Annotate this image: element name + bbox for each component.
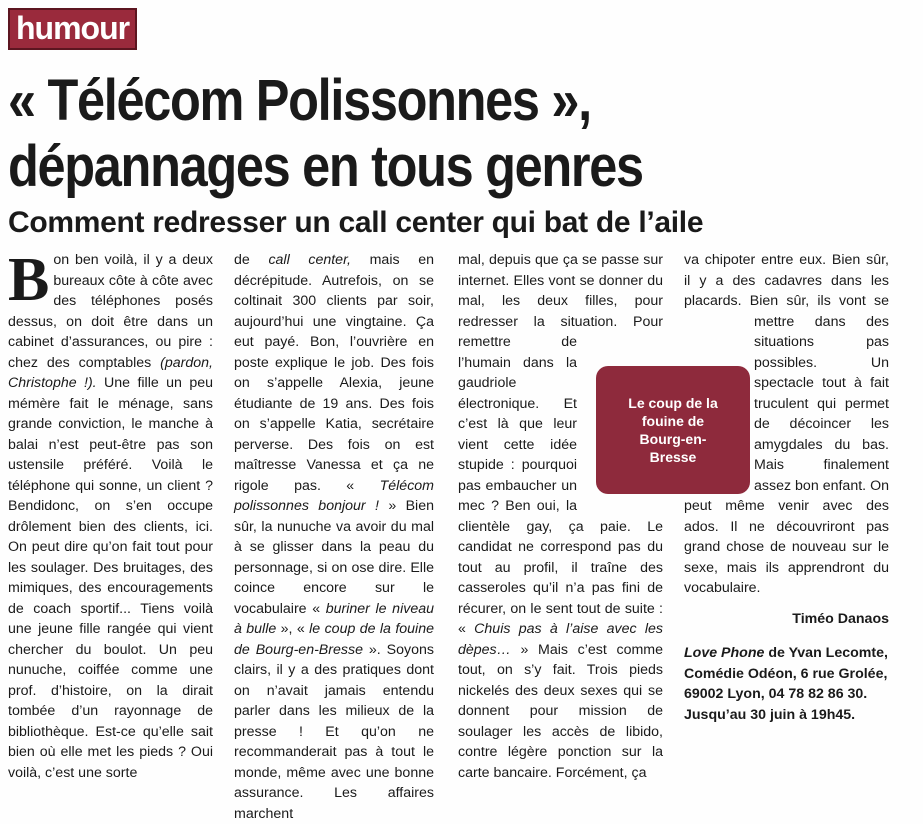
show-info [684,643,889,725]
pull-quote-text: Le coup de la fouine de Bourg-en-Bresse [628,395,718,465]
col2-italic-1: call center, [268,252,351,268]
pull-quote-box [596,366,750,494]
col2-text-a: de [234,252,269,268]
col2-text-b: mais en décrépitude. Autrefois, on se coltinait 300 clients par soir, aujourd’hui une vingtaine. Ça eut payé. Bon, l’ouvrière en poste explique le job. Des fois on s’appelle Alexia, jeune étudiante de 19 ans. Des fois on s’appelle Katia, secrétaire perverse. Des fois on est maîtresse Vanessa et ça ne rigole pas. « [234,252,434,494]
col1-text-a: on ben voilà, il y a deux bureaux côte à côte avec des téléphones posés dessus, on doit être dans un cabinet d’assurances, ou pire : chez des comptables [8,252,213,371]
col2-italic-3: buriner le niveau à bulle [234,600,434,637]
drop-cap: B [8,246,50,314]
article-column-1 [8,246,213,783]
col3-text-b: » Mais c’est comme tout, on s’y fait. Trois pieds nickelés des deux sexes qui se donnent pour mission de soulager les accès de libido, contre légère ponction sur la carte bancaire. Forcément, ça [458,641,663,781]
show-details: de Yvan Lecomte, Comédie Odéon, 6 rue Grolée, 69002 Lyon, 04 78 82 86 30. Jusqu’au 30 juin à 19h45. [684,645,888,723]
col2-text-e: ». Soyons clairs, il y a des pratiques dont on n’avait jamais entendu parler dans les milieux de la presse ! Et qu’on ne recommanderait pas à tout le monde, même avec une bonne assurance. Les affaires marchent [234,641,434,822]
article-column-2 [234,250,434,824]
subtitle: Comment redresser un call center qui bat de l’aile [8,206,704,239]
article-column-3 [458,250,663,783]
col2-italic-4: le coup de la fouine de Bourg-en-Bresse [234,621,434,658]
col2-text-c: » Bien sûr, la nunuche va avoir du mal à se glisser dans la peau du personnage, si on ose dire. Elle coince encore sur le vocabulaire « [234,498,434,617]
col2-italic-2: Télécom polissonnes bonjour ! [234,477,434,514]
headline-line-1: « Télécom Polissonnes », [8,68,591,133]
headline-line-2: dépannages en tous genres [8,134,643,199]
show-title: Love Phone [684,645,765,661]
col3-text-a: mal, depuis que ça se passe sur internet. Elles vont se donner du mal, les deux filles, pour redresser la situation. Pour remettre de l’humain dans la gaudriole électronique. Et c’est là que leur vient cette idée stupide : pourquoi pas embaucher un mec ? Ben oui, la clientèle gay, ça paie. Le candidat ne correspond pas du tout au profil, il traîne des casseroles qu’il n’a pas fini de récurer, on le sent tout de suite : « [458,252,663,637]
byline: Timéo Danaos [792,610,889,627]
col4-text: va chipoter entre eux. Bien sûr, il y a des cadavres dans les placards. Bien sûr, ils vont se mettre dans des situations pas possibles. Un spectacle tout à fait truculent qui permet de décoincer les amygdales du bas. Mais finalement assez bon enfant. On peut même venir avec des ados. Il ne découvriront pas grand chose de nouveau sur le sexe, mais ils apprendront du vocabulaire. [684,252,889,596]
col1-text-b: Une fille un peu mémère fait le ménage, sans grande conviction, le manche à balai n’est peut-être pas son ustensile préféré. Voilà le téléphone qui sonne, un client ? Bendidonc, on s’en occupe drôlement bien des clients, ici. On peut dire qu’on fait tout pour les soulager. Des bruitages, des mimiques, des encouragements de coach sportif... Tiens voilà une jeune fille rangée qui vient chercher du boulot. Un peu nunuche, coiffée comme une prof. d’histoire, on la dirait tombée d’un rayonnage de bibliothèque. Est-ce qu’elle sait bien où elle met les pieds ? Oui voilà, c’est une sorte [8,375,213,781]
col2-text-d: », « [276,621,310,637]
section-rubric: humour [8,8,137,50]
col3-italic: Chuis pas à l’aise avec les dèpes… [458,621,663,658]
headline [8,68,800,200]
col1-italic: (pardon, Christophe !). [8,354,213,391]
